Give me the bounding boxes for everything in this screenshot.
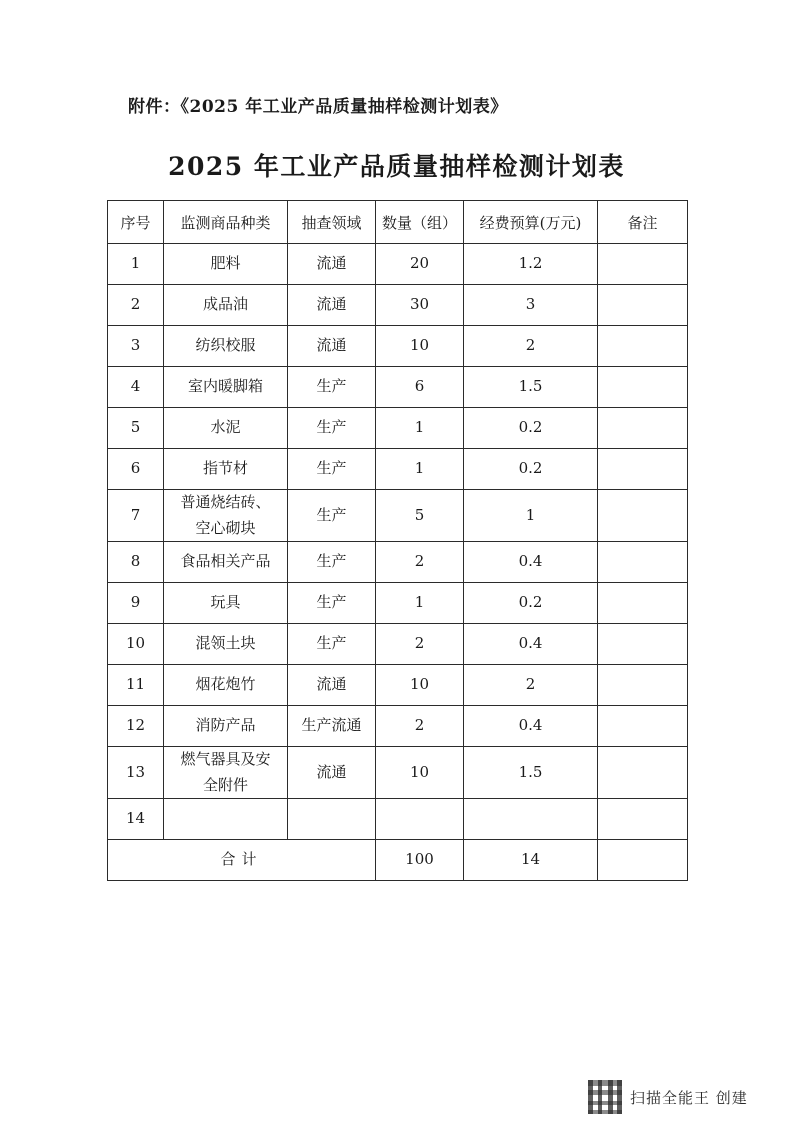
cell-index: 2 xyxy=(108,285,164,326)
cell-budget: 2 xyxy=(464,665,598,706)
cell-budget: 0.4 xyxy=(464,542,598,583)
cell-index: 6 xyxy=(108,449,164,490)
total-budget: 14 xyxy=(464,840,598,881)
cell-budget: 1.2 xyxy=(464,244,598,285)
cell-budget: 0.2 xyxy=(464,408,598,449)
cell-index: 3 xyxy=(108,326,164,367)
cell-kind: 成品油 xyxy=(164,285,288,326)
cell-field: 流通 xyxy=(288,665,376,706)
cell-kind: 指节材 xyxy=(164,449,288,490)
cell-qty: 30 xyxy=(376,285,464,326)
cell-qty: 10 xyxy=(376,665,464,706)
header-qty: 数量（组） xyxy=(376,201,464,244)
cell-kind: 玩具 xyxy=(164,583,288,624)
cell-note xyxy=(598,665,688,706)
table-row xyxy=(108,665,688,706)
cell-kind: 混领土块 xyxy=(164,624,288,665)
cell-index: 4 xyxy=(108,367,164,408)
cell-index: 1 xyxy=(108,244,164,285)
cell-qty: 1 xyxy=(376,449,464,490)
cell-field: 生产 xyxy=(288,624,376,665)
cell-note xyxy=(598,624,688,665)
cell-note xyxy=(598,583,688,624)
table-row xyxy=(108,799,688,840)
cell-kind-line1: 燃气器具及安 xyxy=(180,750,271,768)
table-row xyxy=(108,408,688,449)
cell-qty: 20 xyxy=(376,244,464,285)
cell-field: 流通 xyxy=(288,285,376,326)
total-qty: 100 xyxy=(376,840,464,881)
cell-qty: 5 xyxy=(376,490,464,542)
table-total-row xyxy=(108,840,688,881)
cell-index: 9 xyxy=(108,583,164,624)
cell-note xyxy=(598,747,688,799)
cell-note xyxy=(598,326,688,367)
cell-note xyxy=(598,542,688,583)
cell-field: 生产流通 xyxy=(288,706,376,747)
header-budget: 经费预算(万元) xyxy=(464,201,598,244)
cell-budget: 0.4 xyxy=(464,624,598,665)
cell-kind: 肥料 xyxy=(164,244,288,285)
header-note: 备注 xyxy=(598,201,688,244)
cell-kind: 消防产品 xyxy=(164,706,288,747)
cell-field: 生产 xyxy=(288,449,376,490)
table-row xyxy=(108,706,688,747)
cell-field: 生产 xyxy=(288,408,376,449)
cell-kind-line1: 普通烧结砖、 xyxy=(180,493,271,511)
cell-qty: 1 xyxy=(376,583,464,624)
cell-index: 11 xyxy=(108,665,164,706)
cell-budget: 0.2 xyxy=(464,583,598,624)
cell-field: 生产 xyxy=(288,490,376,542)
cell-kind xyxy=(164,490,288,542)
cell-qty: 10 xyxy=(376,326,464,367)
cell-kind: 室内暖脚箱 xyxy=(164,367,288,408)
cell-note xyxy=(598,449,688,490)
qr-code-icon xyxy=(588,1080,622,1114)
cell-qty xyxy=(376,799,464,840)
cell-index: 13 xyxy=(108,747,164,799)
cell-index: 10 xyxy=(108,624,164,665)
cell-budget: 3 xyxy=(464,285,598,326)
cell-index: 7 xyxy=(108,490,164,542)
cell-qty: 10 xyxy=(376,747,464,799)
cell-qty: 2 xyxy=(376,706,464,747)
table-row xyxy=(108,583,688,624)
cell-index: 12 xyxy=(108,706,164,747)
cell-field: 生产 xyxy=(288,367,376,408)
cell-note xyxy=(598,799,688,840)
cell-note xyxy=(598,244,688,285)
table-row xyxy=(108,244,688,285)
cell-kind: 烟花炮竹 xyxy=(164,665,288,706)
cell-budget: 2 xyxy=(464,326,598,367)
table-row xyxy=(108,285,688,326)
cell-qty: 2 xyxy=(376,624,464,665)
cell-kind xyxy=(164,799,288,840)
table-row xyxy=(108,747,688,799)
cell-note xyxy=(598,706,688,747)
total-note xyxy=(598,840,688,881)
attachment-line: 附件：《2025 年工业产品质量抽样检测计划表》 xyxy=(128,97,508,117)
header-index: 序号 xyxy=(108,201,164,244)
cell-field: 流通 xyxy=(288,244,376,285)
cell-note xyxy=(598,285,688,326)
cell-kind-line2: 全附件 xyxy=(202,775,248,794)
cell-field: 流通 xyxy=(288,747,376,799)
total-label: 合计 xyxy=(108,840,376,881)
cell-note xyxy=(598,490,688,542)
table-header-row xyxy=(108,201,688,244)
table-row xyxy=(108,490,688,542)
table-row xyxy=(108,542,688,583)
cell-kind: 水泥 xyxy=(164,408,288,449)
cell-budget: 0.4 xyxy=(464,706,598,747)
cell-kind: 纺织校服 xyxy=(164,326,288,367)
cell-budget: 1.5 xyxy=(464,747,598,799)
table-row xyxy=(108,449,688,490)
cell-index: 5 xyxy=(108,408,164,449)
cell-index: 8 xyxy=(108,542,164,583)
cell-kind: 食品相关产品 xyxy=(164,542,288,583)
table-row xyxy=(108,326,688,367)
table-row xyxy=(108,624,688,665)
cell-qty: 2 xyxy=(376,542,464,583)
table-row xyxy=(108,367,688,408)
inspection-plan-table xyxy=(107,200,688,881)
cell-note xyxy=(598,408,688,449)
cell-index: 14 xyxy=(108,799,164,840)
watermark-text: 扫描全能王 创建 xyxy=(630,1088,748,1107)
cell-qty: 6 xyxy=(376,367,464,408)
header-kind: 监测商品种类 xyxy=(164,201,288,244)
cell-budget xyxy=(464,799,598,840)
watermark xyxy=(588,1080,748,1114)
page-title: 2025 年工业产品质量抽样检测计划表 xyxy=(168,152,625,181)
cell-kind xyxy=(164,747,288,799)
cell-field xyxy=(288,799,376,840)
cell-kind-line2: 空心砌块 xyxy=(195,518,256,537)
cell-budget: 1.5 xyxy=(464,367,598,408)
cell-note xyxy=(598,367,688,408)
cell-budget: 0.2 xyxy=(464,449,598,490)
cell-field: 生产 xyxy=(288,542,376,583)
cell-budget: 1 xyxy=(464,490,598,542)
cell-qty: 1 xyxy=(376,408,464,449)
header-field: 抽查领域 xyxy=(288,201,376,244)
cell-field: 生产 xyxy=(288,583,376,624)
cell-field: 流通 xyxy=(288,326,376,367)
